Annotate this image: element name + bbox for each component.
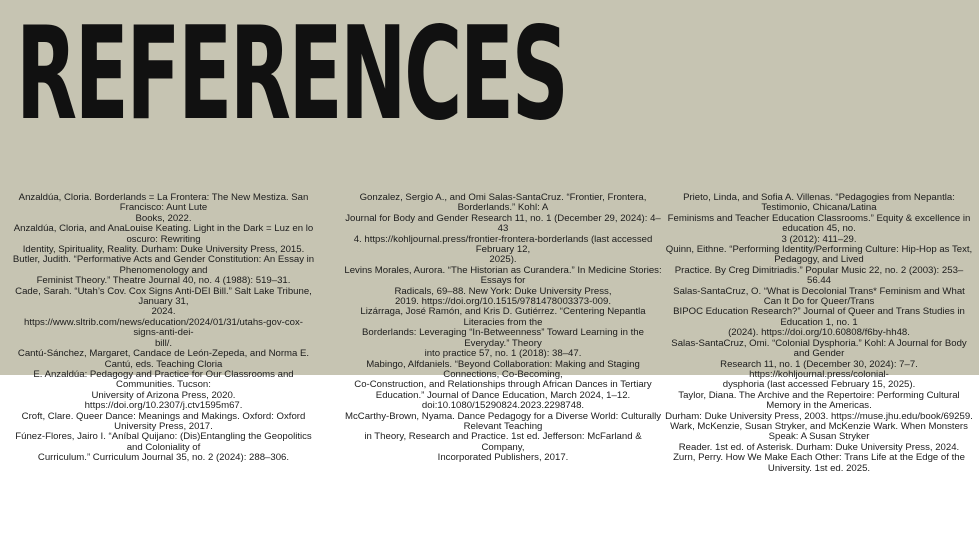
reference-line: Incorporated Publishers, 2017. xyxy=(437,452,569,464)
reference-line: Wark, McKenzie, Susan Stryker, and McKenzie Wark. When Monsters Speak: A Susan Stryker xyxy=(670,420,968,443)
reference-line: Mabingo, Alfdaniels. “Beyond Collaboration: Making and Staging Connections, Co-Becoming, xyxy=(366,358,640,380)
reference-line: dysphoria (last accessed February 15, 2025). xyxy=(722,379,916,391)
reference-line: Durham: Duke University Press, 2003. https://muse.jhu.edu/book/69259. xyxy=(665,410,973,422)
reference-line: https://doi.org/10.2307/j.ctv1595m67. xyxy=(84,400,243,412)
reference-line: Journal for Body and Gender Research 11, no. 1 (December 29, 2024): 4–43 xyxy=(345,212,661,235)
reference-line: Croft, Clare. Queer Dance: Meanings and Makings. Oxford: Oxford University Press, 2017. xyxy=(21,410,306,432)
reference-line: Quinn, Eithne. “Performing Identity/Performing Culture: Hip-Hop as Text, Pedagogy, and Lived xyxy=(665,244,973,266)
reference-line: E. Anzaldúa: Pedagogy and Practice for Our Classrooms and Communities. Tucson: xyxy=(33,368,294,391)
reference-line: McCarthy-Brown, Nyama. Dance Pedagogy for a Diverse World: Culturally Relevant Teaching xyxy=(345,410,661,432)
reference-line: Gonzalez, Sergio A., and Omi Salas-SantaCruz. “Frontier, Frontera, Borderlands.” Kohl: A xyxy=(359,192,647,214)
reference-line: Borderlands: Leveraging “In-Betweenness” Toward Learning in the Everyday.” Theory xyxy=(362,327,644,349)
page-title: REFERENCES xyxy=(16,0,567,149)
reference-line: Prieto, Linda, and Sofia A. Villenas. “Pedagogies from Nepantla: Testimonio, Chicana/Latina xyxy=(683,192,955,214)
reference-line: Feminist Theory.” Theatre Journal 40, no. 4 (1988): 519–31. xyxy=(36,275,291,287)
reference-line: 4. https://kohljournal.press/frontier-frontera-borderlands (last accessed February 12, xyxy=(353,233,653,256)
reference-line: (2024). https://doi.org/10.60808/f6by-hh48. xyxy=(728,327,910,339)
reference-line: doi:10.1080/15290824.2023.2298748. xyxy=(421,400,585,412)
references-column-3 xyxy=(665,193,973,474)
reference-line: Butler, Judith. “Performative Acts and Gender Constitution: An Essay in Phenomenology and xyxy=(12,254,315,276)
reference-line: Practice. By Creg Dimitriadis.” Popular Music 22, no. 2 (2003): 253–56.44 xyxy=(674,264,964,287)
reference-line: Levins Morales, Aurora. “The Historian as Curandera.” In Medicine Stories: Essays for xyxy=(344,264,662,287)
reference-line: Anzaldúa, Cloria, and AnaLouise Keating. Light in the Dark = Luz en lo oscuro: Rewriting xyxy=(13,223,314,245)
reference-line: Fúnez-Flores, Jairo I. “Aníbal Quijano: (Dis)Entangling the Geopolitics and Coloniality of xyxy=(15,431,312,453)
reference-line: BIPOC Education Research?” Journal of Queer and Trans Studies in Education 1, no. 1 xyxy=(673,306,965,328)
reference-line: Research 11, no. 1 (December 30, 2024): 7–7. https://kohljournal.press/colonial- xyxy=(720,358,918,380)
reference-line: bill/. xyxy=(154,337,173,349)
reference-line: Reader. 1st ed. of Asterisk. Durham: Duke University Press, 2024. xyxy=(678,441,960,453)
reference-line: 3 (2012): 411–29. xyxy=(781,233,857,245)
reference-line: Education.” Journal of Dance Education, March 2024, 1–12. xyxy=(375,389,631,401)
reference-line: Salas-SantaCruz, Omi. “Colonial Dysphoria.” Kohl: A Journal for Body and Gender xyxy=(671,337,967,360)
reference-line: into practice 57, no. 1 (2018): 38–47. xyxy=(424,348,582,360)
reference-line: 2019. https://doi.org/10.1515/9781478003373-009. xyxy=(394,296,612,308)
reference-line: Cade, Sarah. “Utah’s Cov. Cox Signs Anti-DEI Bill.” Salt Lake Tribune, January 31, xyxy=(15,285,312,308)
reference-line: Identity, Spirituality, Reality. Durham: Duke University Press, 2015. xyxy=(22,244,305,256)
reference-line: https://www.sltrib.com/news/education/2024/01/31/utahs-gov-cox-signs-anti-dei- xyxy=(24,316,303,339)
reference-line: Curriculum.” Curriculum Journal 35, no. 2 (2024): 288–306. xyxy=(37,452,290,464)
reference-line: Zurn, Perry. How We Make Each Other: Trans Life at the Edge of the University. 1st ed. 2025. xyxy=(673,452,965,474)
reference-line: University of Arizona Press, 2020. xyxy=(91,389,236,401)
reference-line: Anzaldúa, Cloria. Borderlands = La Frontera: The New Mestiza. San Francisco: Aunt Lute xyxy=(18,192,309,214)
reference-line: Taylor, Diana. The Archive and the Repertoire: Performing Cultural Memory in the Americas. xyxy=(678,389,960,412)
reference-line: Lizárraga, José Ramón, and Kris D. Gutiérrez. “Centering Nepantla Literacies from the xyxy=(360,306,646,328)
reference-line: 2024. xyxy=(151,306,176,318)
reference-line: Salas-SantaCruz, O. “What is Decolonial Trans* Feminism and What Can It Do for Queer/Trans xyxy=(673,285,965,308)
reference-line: 2025). xyxy=(489,254,517,266)
reference-line: Feminisms and Teacher Education Classrooms.” Equity & excellence in education 45, no. xyxy=(667,212,971,235)
references-column-1 xyxy=(12,193,315,464)
reference-line: Cantú-Sánchez, Margaret, Candace de León-Zepeda, and Norma E. Cantú, eds. Teaching Cloria xyxy=(17,348,310,370)
reference-line: Co-Construction, and Relationships through African Dances in Tertiary xyxy=(354,379,652,391)
reference-line: Books, 2022. xyxy=(135,212,192,224)
references-column-2 xyxy=(343,193,663,464)
reference-line: Radicals, 69–88. New York: Duke University Press, xyxy=(394,285,612,297)
reference-line: in Theory, Research and Practice. 1st ed. Jefferson: McFarland & Company, xyxy=(364,431,642,453)
